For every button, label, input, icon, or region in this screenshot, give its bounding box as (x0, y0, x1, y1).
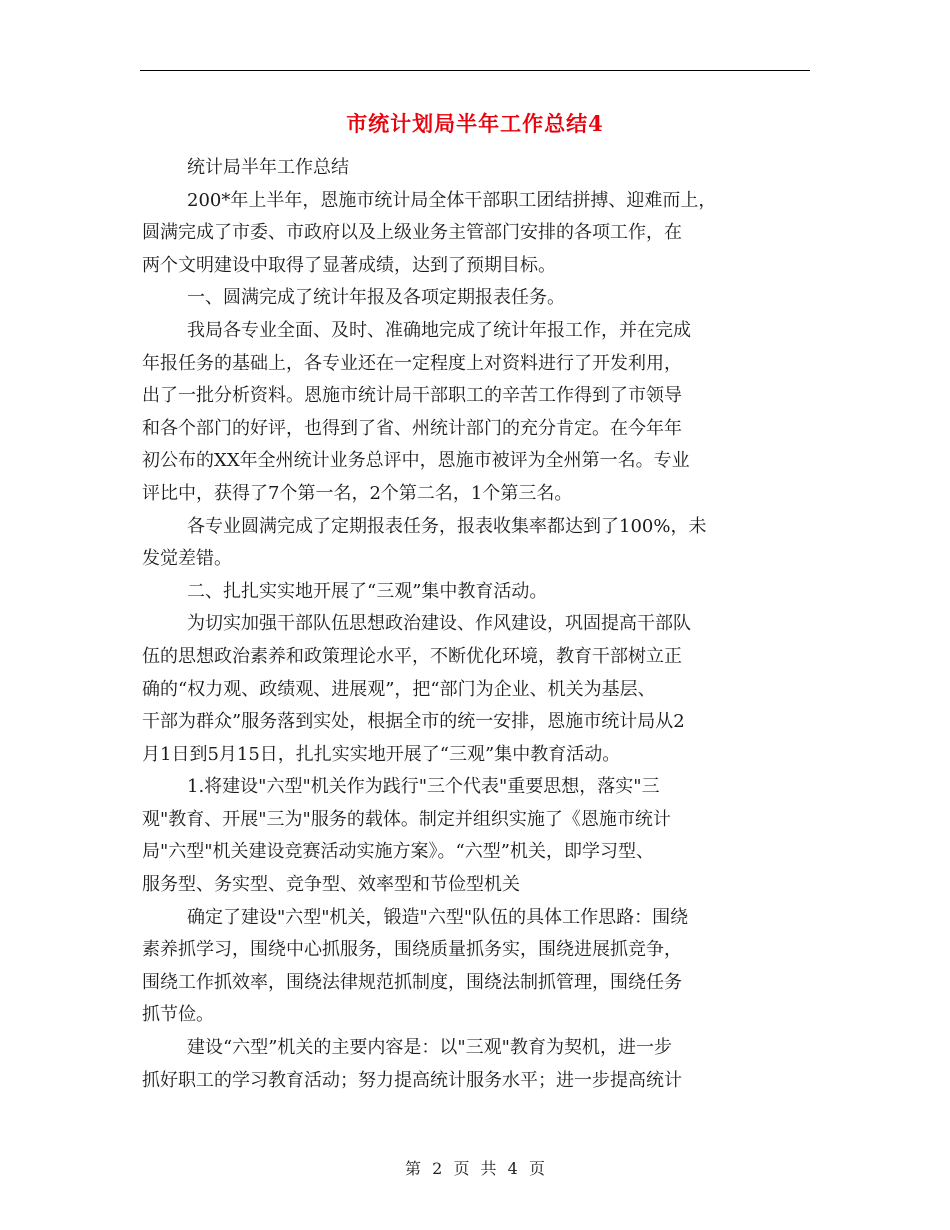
footer-total-pages: 4 (507, 1159, 518, 1178)
text-line: 干部为群众”服务落到实处，根据全市的统一安排，恩施市统计局从2 (142, 711, 685, 733)
text-line: 各专业圆满完成了定期报表任务，报表收集率都达到了100%，未 (187, 515, 707, 537)
text-line: 200*年上半年，恩施市统计局全体干部职工团结拼搏、迎难而上， (187, 189, 717, 211)
text-line: 评比中，获得了7个第一名，2个第二名，1个第三名。 (142, 482, 573, 504)
text-line: 局"六型"机关建设竞赛活动实施方案》。“六型”机关，即学习型、 (142, 841, 654, 863)
text-line: 伍的思想政治素养和政策理论水平，不断优化环境，教育干部树立正 (142, 645, 682, 667)
text-line: 圆满完成了市委、市政府以及上级业务主管部门安排的各项工作，在 (142, 222, 682, 244)
text-line: 初公布的XX年全州统计业务总评中，恩施市被评为全州第一名。专业 (142, 450, 690, 472)
text-line: 服务型、务实型、竞争型、效率型和节俭型机关 (142, 874, 520, 896)
text-line: 两个文明建设中取得了显著成绩，达到了预期目标。 (142, 254, 556, 276)
text-line: 一、圆满完成了统计年报及各项定期报表任务。 (187, 287, 565, 309)
text-line: 观"教育、开展"三为"服务的载体。制定并组织实施了《恩施市统计 (142, 808, 671, 830)
footer-total-word: 共 (480, 1159, 497, 1178)
footer-page-word: 页 (453, 1159, 470, 1178)
page-footer (0, 1156, 950, 1179)
text-line: 二、扎扎实实地开展了“三观”集中教育活动。 (187, 580, 548, 602)
text-line: 出了一批分析资料。恩施市统计局干部职工的辛苦工作得到了市领导 (142, 385, 682, 407)
text-line: 统计局半年工作总结 (187, 157, 349, 178)
text-line: 月1日到5月15日，扎扎实实地开展了“三观”集中教育活动。 (142, 743, 621, 765)
text-line: 建设“六型”机关的主要内容是：以"三观"教育为契机，进一步 (187, 1037, 672, 1059)
text-line: 抓好职工的学习教育活动；努力提高统计服务水平；进一步提高统计 (142, 1069, 682, 1091)
document-title: 市统计划局半年工作总结4 (346, 111, 604, 136)
text-line: 年报任务的基础上，各专业还在一定程度上对资料进行了开发利用， (142, 352, 682, 374)
document-body (142, 152, 808, 1097)
text-line: 确的“权力观、政绩观、进展观”，把“部门为企业、机关为基层、 (142, 678, 656, 700)
text-line: 确定了建设"六型"机关，锻造"六型"队伍的具体工作思路：围绕 (187, 906, 689, 928)
text-line: 为切实加强干部队伍思想政治建设、作风建设，巩固提高干部队 (187, 613, 691, 635)
footer-prefix: 第 (405, 1159, 422, 1178)
text-line: 发觉差错。 (142, 548, 232, 570)
text-line: 素养抓学习，围绕中心抓服务，围绕质量抓务实，围绕进展抓竞争， (142, 939, 682, 961)
footer-current-page: 2 (432, 1159, 443, 1178)
footer-suffix: 页 (528, 1159, 545, 1178)
text-line: 和各个部门的好评，也得到了省、州统计部门的充分肯定。在今年年 (142, 417, 682, 439)
text-line: 抓节俭。 (142, 1004, 214, 1026)
text-line: 我局各专业全面、及时、准确地完成了统计年报工作，并在完成 (187, 319, 691, 341)
text-line: 围绕工作抓效率，围绕法律规范抓制度，围绕法制抓管理，围绕任务 (142, 971, 682, 993)
text-line: 1.将建设"六型"机关作为践行"三个代表"重要思想，落实"三 (187, 776, 660, 798)
header-rule (140, 70, 810, 71)
